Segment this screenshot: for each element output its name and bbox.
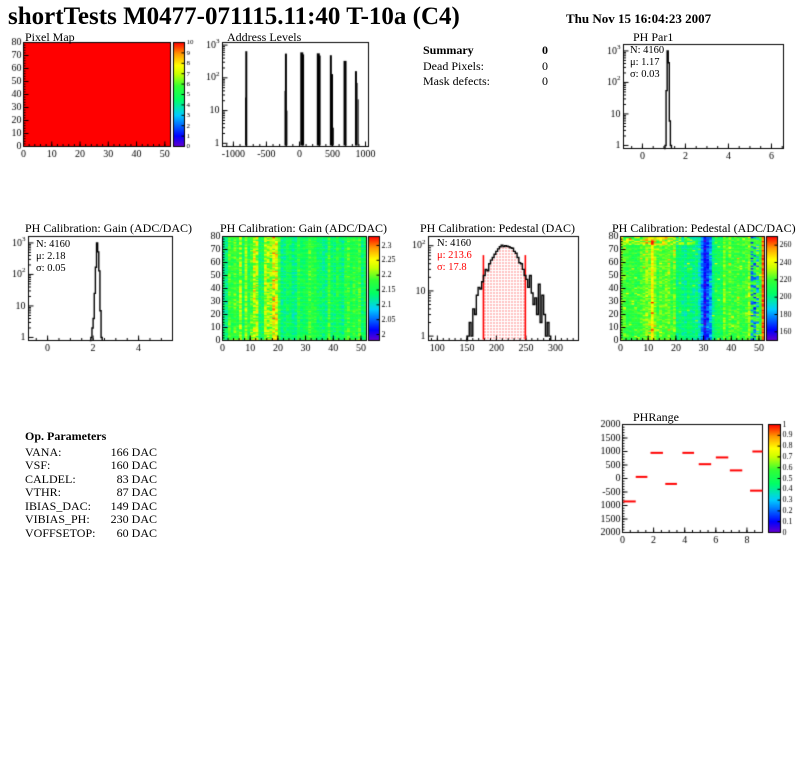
stats-box-ph-par1 <box>630 45 664 81</box>
summary-row-value: 0 <box>542 59 548 73</box>
op-param-value: 83 DAC <box>116 472 157 486</box>
summary-heading: Summary <box>423 43 474 57</box>
stat-mean: μ: 213.6 <box>437 250 472 261</box>
op-param-label: VOFFSETOP: <box>25 526 96 540</box>
chart-title-pedestal-hist: PH Calibration: Pedestal (DAC) <box>420 221 575 235</box>
summary-row-value: 0 <box>542 74 548 88</box>
chart-title-gain-map: PH Calibration: Gain (ADC/DAC) <box>220 221 387 235</box>
summary-heading-value: 0 <box>542 43 548 57</box>
op-param-label: VSF: <box>25 458 51 472</box>
summary-row-label: Mask defects: <box>423 74 490 88</box>
op-param-label: CALDEL: <box>25 472 76 486</box>
op-param-label: VANA: <box>25 445 62 459</box>
chart-title-pixel-map: Pixel Map <box>25 30 75 44</box>
op-param-label: VIBIAS_PH: <box>25 512 90 526</box>
timestamp: Thu Nov 15 16:04:23 2007 <box>566 11 712 26</box>
op-param-value: 60 DAC <box>116 526 157 540</box>
stat-sigma: σ: 17.8 <box>437 262 467 273</box>
stat-sigma: σ: 0.03 <box>630 69 660 80</box>
op-param-value: 87 DAC <box>116 485 157 499</box>
stats-box-gain-hist <box>36 239 70 275</box>
stat-sigma: σ: 0.05 <box>36 263 66 274</box>
chart-title-ph-par1: PH Par1 <box>633 30 674 44</box>
op-param-value: 149 DAC <box>110 499 157 513</box>
op-param-label: IBIAS_DAC: <box>25 499 92 513</box>
stat-n: N: 4160 <box>630 45 665 56</box>
stat-mean: μ: 1.17 <box>630 57 660 68</box>
chart-title-gain-hist: PH Calibration: Gain (ADC/DAC) <box>25 221 192 235</box>
chart-title-phrange: PHRange <box>633 410 679 424</box>
stat-n: N: 4160 <box>437 238 472 249</box>
op-param-value: 230 DAC <box>110 512 157 526</box>
summary-row-label: Dead Pixels: <box>423 59 484 73</box>
stats-box-pedestal-hist <box>437 238 472 274</box>
op-param-value: 160 DAC <box>110 458 157 472</box>
chart-title-pedestal-map: PH Calibration: Pedestal (ADC/DAC) <box>612 221 796 235</box>
page-title: shortTests M0477-071115.11:40 T-10a (C4) <box>8 3 460 30</box>
op-parameters-heading: Op. Parameters <box>25 429 107 443</box>
op-param-value: 166 DAC <box>110 445 157 459</box>
chart-title-address-levels: Address Levels <box>227 30 302 44</box>
op-param-label: VTHR: <box>25 485 61 499</box>
stat-n: N: 4160 <box>36 239 71 250</box>
stat-mean: μ: 2.18 <box>36 251 66 262</box>
